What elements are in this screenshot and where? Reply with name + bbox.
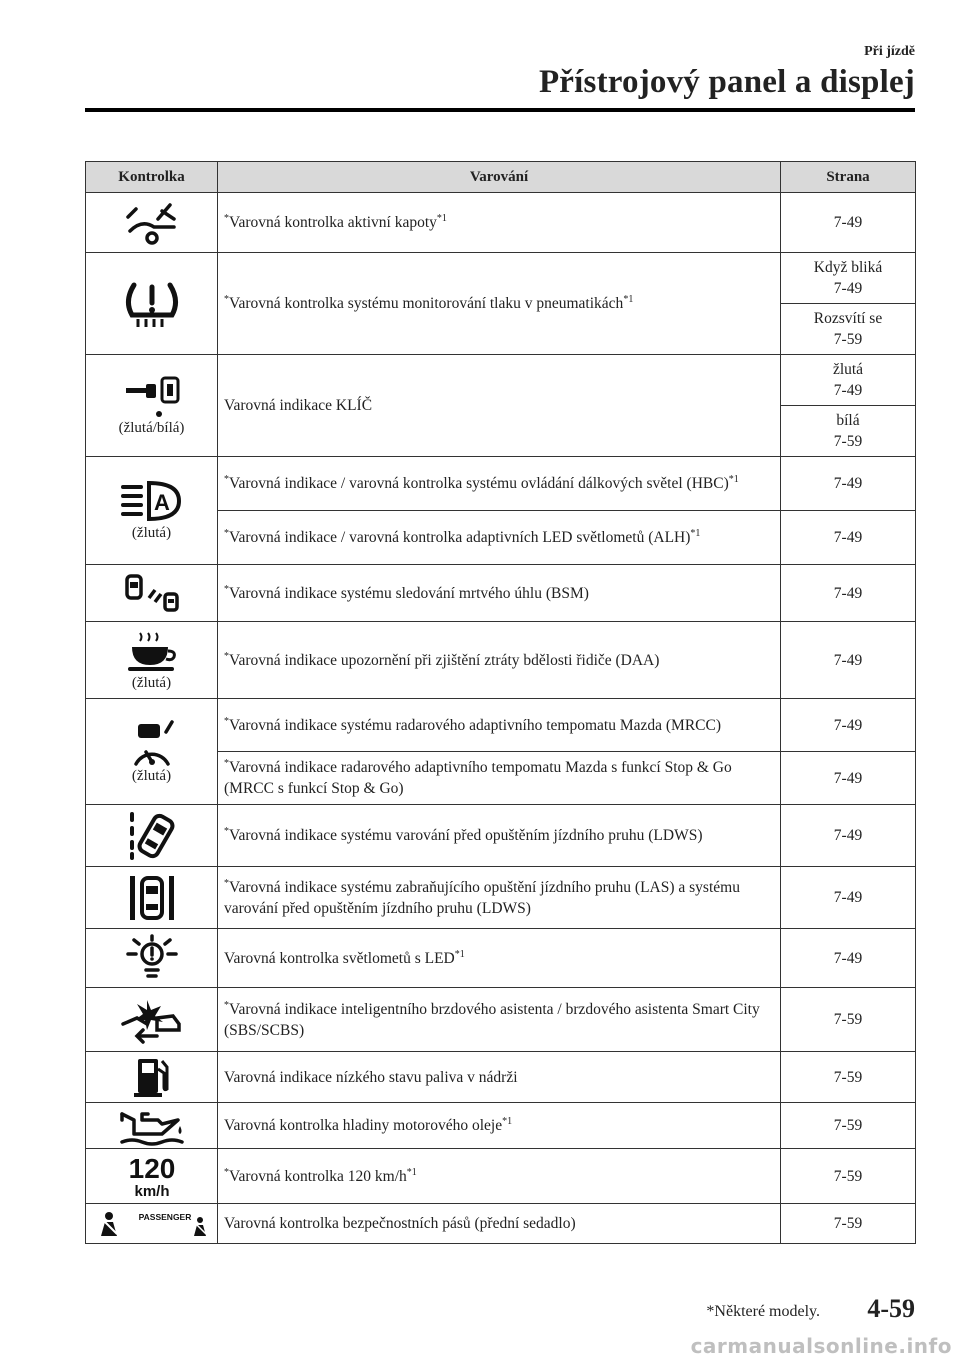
svg-text:A: A (153, 490, 170, 515)
las-icon (86, 872, 217, 924)
header-rule (85, 108, 915, 112)
tire-pressure-icon (86, 277, 217, 331)
warning-text: Varovná indikace systému radarového adaptivního tempomatu Mazda (MRCC) (229, 716, 721, 734)
warning-text: Varovná indikace systému sledování mrtvého úhlu (BSM) (229, 584, 589, 602)
led-headlight-icon (86, 934, 217, 982)
page-ref: Rozsvítí se 7-59 (781, 304, 916, 355)
warning-text: Varovná kontrolka aktivní kapoty (229, 214, 437, 231)
warning-text: Varovná indikace nízkého stavu paliva v nádrži (224, 1068, 518, 1086)
page-ref: 7-49 (781, 565, 916, 622)
speed-120-icon (86, 1152, 217, 1200)
table-row: (žlutá) *Varovná indikace systému radarového adaptivního tempomatu Mazda (MRCC) 7-49 (86, 699, 916, 752)
page-ref: 7-49 (781, 457, 916, 511)
page-number: 4-59 (867, 1294, 915, 1323)
table-header-row (86, 162, 916, 193)
page-title: Přístrojový panel a displej (538, 64, 915, 100)
table-row: Varovná kontrolka světlometů s LED$^{*1}$ 7-49 (86, 929, 916, 988)
page-ref: 7-49 (781, 929, 916, 988)
table-row: A (žlutá) *Varovná indikace / varovná kontrolka systému ovládání dálkových světel (HBC)$^{*1}$ 7-49 (86, 457, 916, 511)
passenger-label: PASSENGER (138, 1211, 191, 1222)
page-ref: 7-49 (781, 805, 916, 867)
page-ref: 7-59 (781, 988, 916, 1052)
warning-text: Varovná kontrolka systému monitorování tlaku v pneumatikách (229, 295, 624, 312)
table-row: *Varovná indikace systému zabraňujícího opuštění jízdního pruhu (LAS) a systému varování před opuštěním jízdního pruhu (LDWS) 7-49 (86, 867, 916, 929)
footnote: *Některé modely. (706, 1303, 820, 1320)
warning-text: Varovná indikace systému varování před opuštěním jízdního pruhu (LDWS) (229, 827, 703, 844)
page-ref: bílá 7-59 (781, 406, 916, 457)
header-indicator: Kontrolka (86, 162, 218, 193)
warning-text: Varovná indikace systému zabraňujícího opuštění jízdního pruhu (LAS) a systému varování před opuštěním jízdního pruhu (LDWS) (224, 878, 740, 917)
warning-text: Varovná indikace / varovná kontrolka systému ovládání dálkových světel (HBC) (229, 475, 729, 492)
warning-table (85, 161, 916, 1244)
speed-number: 120 (128, 1153, 175, 1184)
warning-text: Varovná indikace inteligentního brzdového asistenta / brzdového asistenta Smart City (SBS/SCBS) (224, 1000, 760, 1039)
ldws-icon (86, 810, 217, 862)
icon-color-label: (žlutá) (131, 768, 172, 784)
page-ref: 7-49 (781, 867, 916, 929)
page-ref: 7-59 (781, 1103, 916, 1149)
table-row: (žlutá) *Varovná indikace upozornění při zjištění ztráty bdělosti řidiče (DAA) 7-49 (86, 622, 916, 699)
page-ref: 7-49 (781, 752, 916, 805)
fuel-pump-icon (86, 1055, 217, 1099)
page-ref: 7-59 (781, 1204, 916, 1244)
page-ref: 7-59 (781, 1052, 916, 1103)
mrcc-icon (86, 718, 217, 766)
page-ref: 7-49 (781, 511, 916, 565)
speed-unit: km/h (133, 1183, 170, 1200)
warning-text: Varovná kontrolka světlometů s LED (224, 949, 455, 967)
warning-text: Varovná indikace / varovná kontrolka adaptivních LED světlometů (ALH) (229, 529, 691, 546)
icon-color-label: (žlutá) (131, 525, 172, 541)
page-ref: Když bliká 7-49 (781, 253, 916, 304)
table-row (86, 1052, 916, 1103)
table-row: *Varovná indikace / varovná kontrolka adaptivních LED světlometů (ALH)$^{*1}$ 7-49 (86, 511, 916, 565)
page-ref: 7-49 (781, 622, 916, 699)
page-ref: 7-49 (781, 699, 916, 752)
warning-text: Varovná kontrolka bezpečnostních pásů (přední sedadlo) (224, 1215, 576, 1232)
warning-text: Varovná indikace radarového adaptivního tempomatu Mazda s funkcí Stop & Go (MRCC s funkcí Stop & Go) (224, 759, 732, 797)
oil-can-icon (86, 1106, 217, 1146)
table-row: *Varovná kontrolka systému monitorování tlaku v pneumatikách$^{*1}$ Když bliká 7-49 (86, 253, 916, 304)
warning-text: Varovná kontrolka hladiny motorového oleje (224, 1117, 503, 1134)
warning-text: Varovná indikace KLÍČ (224, 397, 373, 414)
table-row: 120 km/h *Varovná kontrolka 120 $km/h^{*1}$ 7-59 (86, 1149, 916, 1204)
warning-text: Varovná indikace upozornění při zjištění ztráty bdělosti řidiče (DAA) (229, 651, 660, 669)
active-bonnet-icon (86, 201, 217, 245)
header-page: Strana (781, 162, 916, 193)
table-row: *Varovná indikace inteligentního brzdového asistenta / brzdového asistenta Smart City (SBS/SCBS) 7-59 (86, 988, 916, 1052)
table-row: *Varovná indikace systému varování před opuštěním jízdního pruhu (LDWS) 7-49 (86, 805, 916, 867)
bsm-icon (86, 572, 217, 614)
hbc-icon (86, 479, 217, 523)
watermark: carmanualsonline.info (690, 1334, 952, 1358)
icon-color-label: (žlutá/bílá) (118, 420, 185, 436)
header-warning: Varování (218, 162, 781, 193)
page-ref: žlutá 7-49 (781, 355, 916, 406)
table-row: *Varovná indikace systému sledování mrtvého úhlu (BSM) 7-49 (86, 565, 916, 622)
page-ref: 7-49 (781, 193, 916, 253)
section-label: Při jízdě (864, 44, 915, 59)
seatbelt-icon (86, 1208, 217, 1240)
warning-text: Varovná kontrolka 120 km/h (229, 1167, 407, 1185)
table-row (86, 355, 916, 406)
table-row: Varovná kontrolka hladiny motorového oleje$^{*1}$ 7-59 (86, 1103, 916, 1149)
page-ref: 7-59 (781, 1149, 916, 1204)
table-row (86, 1204, 916, 1244)
table-row: *Varovná kontrolka aktivní kapoty$^{*1}$ 7-49 (86, 193, 916, 253)
sbs-icon (86, 996, 217, 1044)
coffee-cup-icon (86, 629, 217, 673)
icon-color-label: (žlutá) (131, 674, 172, 691)
key-icon (86, 374, 217, 418)
table-row: *Varovná indikace radarového adaptivního tempomatu Mazda s funkcí Stop & Go (MRCC s funkcí Stop & Go) 7-49 (86, 752, 916, 805)
